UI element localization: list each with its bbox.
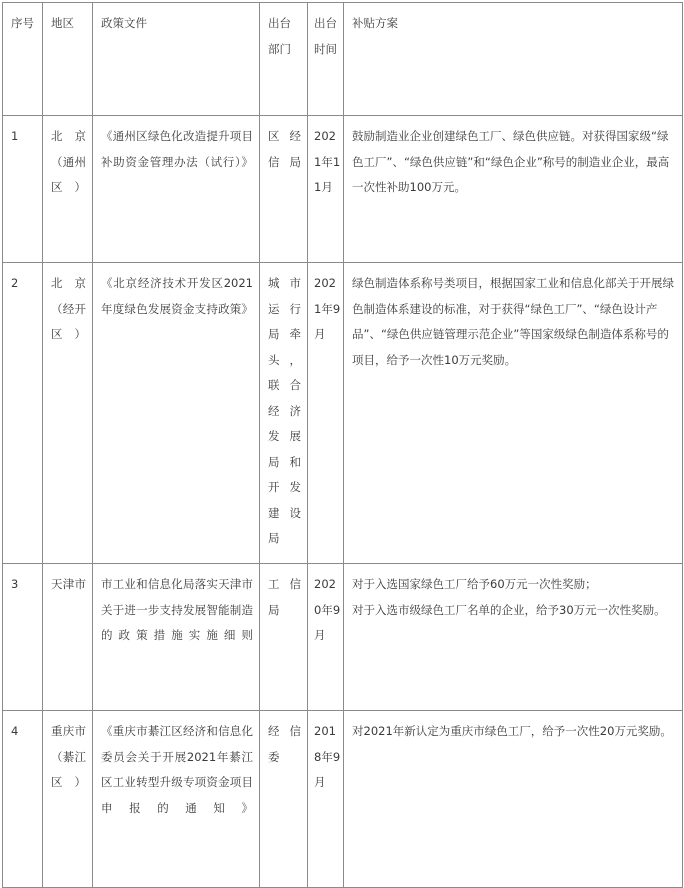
header-policy: 政策文件 <box>93 3 260 116</box>
cell-index: 4 <box>3 711 43 888</box>
header-time: 出台时间 <box>308 3 344 116</box>
subsidy-policy-table <box>2 2 683 888</box>
cell-region: 北京（通州区） <box>43 116 93 263</box>
header-dept: 出台部门 <box>260 3 308 116</box>
cell-policy: 《通州区绿色化改造提升项目补助资金管理办法（试行）》 <box>93 116 260 263</box>
cell-time: 2021年11月 <box>308 116 344 263</box>
cell-time: 2018年9月 <box>308 711 344 888</box>
cell-policy: 《重庆市綦江区经济和信息化委员会关于开展2021年綦江区工业转型升级专项资金项目申报的通知》 <box>93 711 260 888</box>
cell-policy: 《北京经济技术开发区2021年度绿色发展资金支持政策》 <box>93 263 260 564</box>
cell-dept: 工信局 <box>260 564 308 711</box>
table-header-row <box>3 3 683 116</box>
cell-region: 北京（经开区） <box>43 263 93 564</box>
header-plan: 补贴方案 <box>344 3 683 116</box>
table-row <box>3 116 683 263</box>
cell-time: 2021年9月 <box>308 263 344 564</box>
cell-region: 重庆市（綦江区） <box>43 711 93 888</box>
plan-line: 对于入选国家绿色工厂给予60万元一次性奖励； <box>352 577 597 591</box>
cell-plan: 对2021年新认定为重庆市绿色工厂，给予一次性20万元奖励。 <box>344 711 683 888</box>
cell-policy: 市工业和信息化局落实天津市关于进一步支持发展智能制造的政策措施实施细则 <box>93 564 260 711</box>
cell-index: 3 <box>3 564 43 711</box>
cell-dept: 区经信局 <box>260 116 308 263</box>
cell-index: 2 <box>3 263 43 564</box>
cell-plan: 绿色制造体系称号类项目，根据国家工业和信息化部关于开展绿色制造体系建设的标准，对于获得“绿色工厂”、“绿色设计产品”、“绿色供应链管理示范企业”等国家级绿色制造体系称号的项目，给予一次性10万元奖励。 <box>344 263 683 564</box>
table-row <box>3 263 683 564</box>
table-row <box>3 564 683 711</box>
plan-line: 对于入选市级绿色工厂名单的企业，给予30万元一次性奖励。 <box>352 602 666 617</box>
cell-index: 1 <box>3 116 43 263</box>
cell-plan: 鼓励制造业企业创建绿色工厂、绿色供应链。对获得国家级“绿色工厂”、“绿色供应链”和“绿色企业”称号的制造业企业，最高一次性补助100万元。 <box>344 116 683 263</box>
table-row <box>3 711 683 888</box>
cell-dept: 经信委 <box>260 711 308 888</box>
cell-region: 天津市 <box>43 564 93 711</box>
cell-dept: 城市运行局牵头，联合经济发展局和开发建设局 <box>260 263 308 564</box>
cell-time: 2020年9月 <box>308 564 344 711</box>
cell-plan <box>344 564 683 711</box>
header-region: 地区 <box>43 3 93 116</box>
header-index: 序号 <box>3 3 43 116</box>
